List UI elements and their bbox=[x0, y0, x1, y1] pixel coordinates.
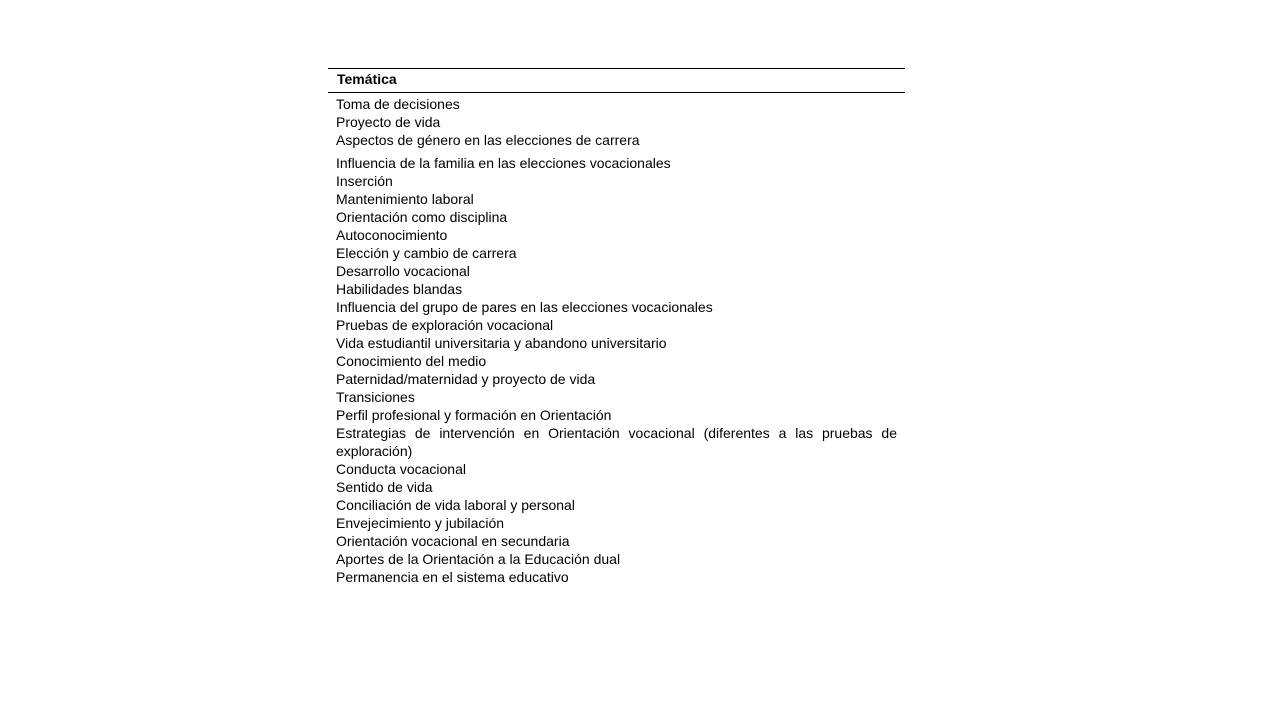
table-row: Perfil profesional y formación en Orientación bbox=[336, 407, 612, 423]
table-row: Orientación como disciplina bbox=[336, 209, 508, 225]
table-row: Estrategias de intervención en Orientación vocacional (diferentes a las pruebas de exploración) bbox=[336, 425, 897, 459]
table-row: Aportes de la Orientación a la Educación dual bbox=[336, 551, 621, 567]
thematic-table bbox=[328, 68, 905, 586]
table-row: Transiciones bbox=[336, 389, 415, 405]
table-row: Conciliación de vida laboral y personal bbox=[336, 497, 575, 513]
table-row: Envejecimiento y jubilación bbox=[336, 515, 505, 531]
table-row: Aspectos de género en las elecciones de carrera bbox=[336, 132, 640, 148]
table-header: Temática bbox=[337, 71, 397, 87]
table-row: Elección y cambio de carrera bbox=[336, 245, 517, 261]
table-row: Permanencia en el sistema educativo bbox=[336, 569, 569, 585]
table-row: Paternidad/maternidad y proyecto de vida bbox=[336, 371, 596, 387]
table-row: Habilidades blandas bbox=[336, 281, 463, 297]
table-body bbox=[328, 93, 905, 586]
table-row: Mantenimiento laboral bbox=[336, 191, 474, 207]
table-row: Pruebas de exploración vocacional bbox=[336, 317, 554, 333]
table-row: Inserción bbox=[336, 173, 393, 189]
table-row: Influencia del grupo de pares en las elecciones vocacionales bbox=[336, 299, 713, 315]
table-row: Influencia de la familia en las elecciones vocacionales bbox=[336, 155, 671, 171]
table-row: Vida estudiantil universitaria y abandono universitario bbox=[336, 335, 667, 351]
table-row: Conocimiento del medio bbox=[336, 353, 487, 369]
table-row: Orientación vocacional en secundaria bbox=[336, 533, 570, 549]
table-row: Conducta vocacional bbox=[336, 461, 466, 477]
table-row: Toma de decisiones bbox=[336, 96, 460, 112]
table-row: Proyecto de vida bbox=[336, 114, 441, 130]
table-row: Desarrollo vocacional bbox=[336, 263, 470, 279]
table-row: Sentido de vida bbox=[336, 479, 433, 495]
table-row: Autoconocimiento bbox=[336, 227, 448, 243]
